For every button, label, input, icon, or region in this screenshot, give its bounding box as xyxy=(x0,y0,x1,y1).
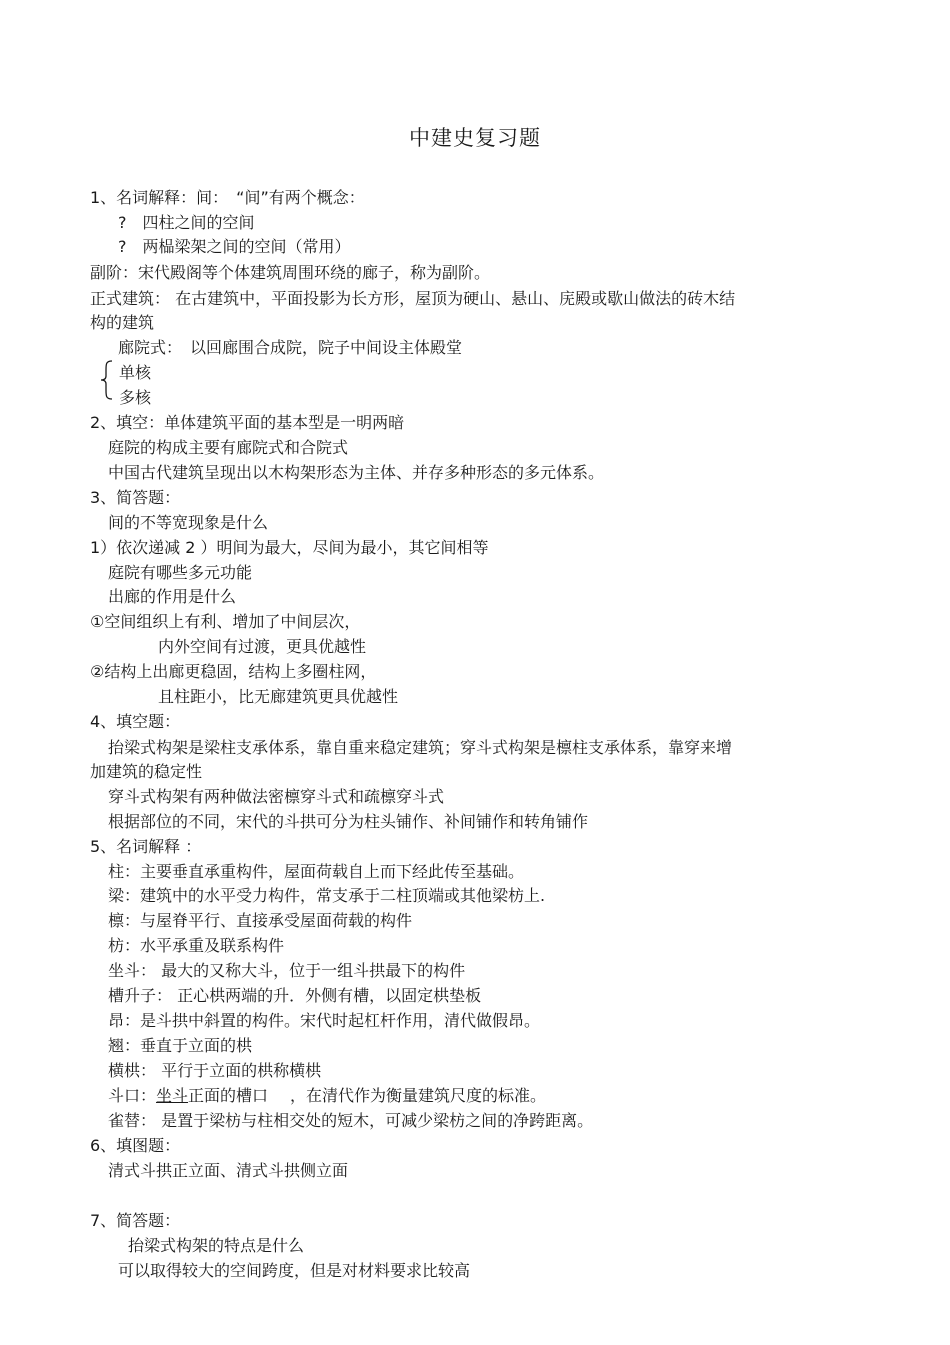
doukou-line xyxy=(108,1086,546,1106)
doukou-label: 斗口： xyxy=(108,1086,157,1105)
text-line: 3、简答题： xyxy=(90,488,181,507)
text-line: 1、名词解释：间： “间”有两个概念： xyxy=(90,188,365,207)
text-line: 庭院的构成主要有廊院式和合院式 xyxy=(108,438,349,457)
text-line: 廊院式： 以回廊围合成院，院子中间设主体殿堂 xyxy=(118,338,463,357)
text-line: 柱：主要垂直承重构件，屋面荷载自上而下经此传至基础。 xyxy=(108,862,525,881)
doukou-rest-b: ，在清代作为衡量建筑尺度的标准。 xyxy=(290,1086,547,1105)
text-line: 副阶：宋代殿阁等个体建筑周围环绕的廊子，称为副阶。 xyxy=(90,263,491,282)
text-line: 2、填空：单体建筑平面的基本型是一明两暗 xyxy=(90,413,405,432)
text-line: 构的建筑 xyxy=(90,313,155,332)
text-line: 抬梁式构架的特点是什么 xyxy=(128,1236,305,1255)
text-line: 清式斗拱正立面、清式斗拱侧立面 xyxy=(108,1161,349,1180)
text-line: 单核 xyxy=(119,363,152,382)
text-line: ? 四柱之间的空间 xyxy=(118,213,255,232)
text-line: 横栱： 平行于立面的栱称横栱 xyxy=(108,1061,322,1080)
text-line: ②结构上出廊更稳固，结构上多圈柱网， xyxy=(90,662,377,681)
text-line: 4、填空题： xyxy=(90,712,181,731)
text-line: 正式建筑： 在古建筑中，平面投影为长方形，屋顶为硬山、悬山、庑殿或歇山做法的砖木结 xyxy=(90,289,736,308)
text-line: 内外空间有过渡，更具优越性 xyxy=(158,637,367,656)
text-line: 间的不等宽现象是什么 xyxy=(108,513,269,532)
text-line: ①空间组织上有利、增加了中间层次， xyxy=(90,612,361,631)
text-line: 6、填图题： xyxy=(90,1136,181,1155)
text-line: 且柱距小，比无廊建筑更具优越性 xyxy=(158,687,399,706)
text-line: ? 两榀梁架之间的空间（常用） xyxy=(118,237,351,256)
text-line: 雀替： 是置于梁枋与柱相交处的短木，可减少梁枋之间的净跨距离。 xyxy=(108,1111,594,1130)
text-line: 5、名词解释 ： xyxy=(90,837,202,856)
text-line: 中国古代建筑呈现出以木构架形态为主体、并存多种形态的多元体系。 xyxy=(108,463,605,482)
text-line: 坐斗： 最大的又称大斗，位于一组斗拱最下的构件 xyxy=(108,961,466,980)
text-line: 槽升子： 正心栱两端的升．外侧有槽，以固定栱垫板 xyxy=(108,986,482,1005)
text-line: 梁：建筑中的水平受力构件，常支承于二柱顶端或其他梁枋上. xyxy=(108,886,546,905)
text-line: 翘：垂直于立面的栱 xyxy=(108,1036,253,1055)
brace-icon xyxy=(98,360,118,400)
text-line: 庭院有哪些多元功能 xyxy=(108,563,253,582)
page-title: 中建史复习题 xyxy=(409,126,541,150)
text-line: 根据部位的不同，宋代的斗拱可分为柱头铺作、补间铺作和转角铺作 xyxy=(108,812,589,831)
text-line: 穿斗式构架有两种做法密檩穿斗式和疏檩穿斗式 xyxy=(108,787,445,806)
text-line: 昂：是斗拱中斜置的构件。宋代时起杠杆作用，清代做假昂。 xyxy=(108,1011,541,1030)
text-line: 檩：与屋脊平行、直接承受屋面荷载的构件 xyxy=(108,911,413,930)
text-line: 出廊的作用是什么 xyxy=(108,587,237,606)
text-line: 抬梁式构架是梁柱支承体系，靠自重来稳定建筑；穿斗式构架是檩柱支承体系，靠穿来增 xyxy=(108,738,733,757)
text-line: 加建筑的稳定性 xyxy=(90,762,203,781)
doukou-underlined: 坐斗 xyxy=(156,1086,189,1105)
text-line: 1）依次递减 2 ）明间为最大，尽间为最小，其它间相等 xyxy=(90,538,489,557)
doukou-rest-a: 正面的槽口 xyxy=(188,1086,269,1105)
text-line: 7、简答题： xyxy=(90,1211,181,1230)
text-line: 枋：水平承重及联系构件 xyxy=(108,936,285,955)
text-line: 多核 xyxy=(119,388,152,407)
text-line: 可以取得较大的空间跨度，但是对材料要求比较高 xyxy=(118,1261,471,1280)
